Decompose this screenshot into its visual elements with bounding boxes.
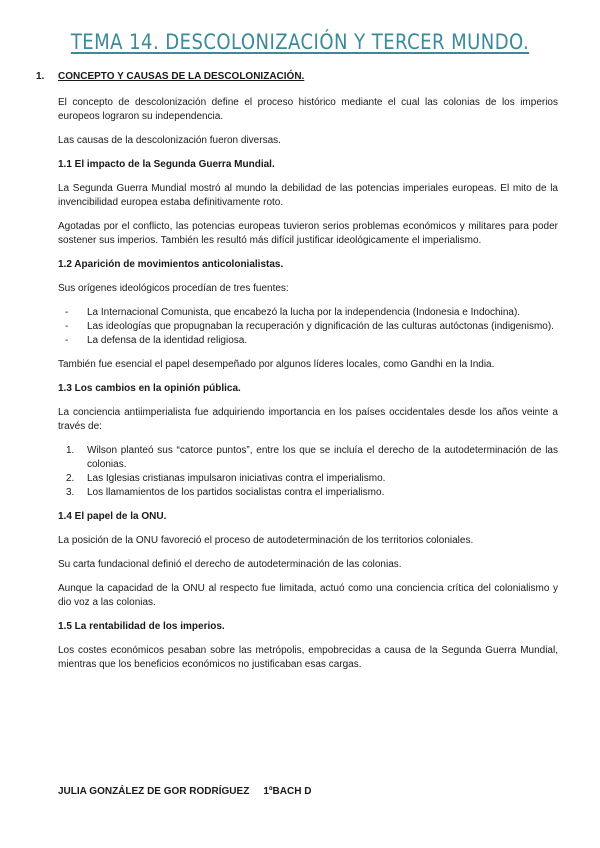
- list-item-text: Wilson planteó sus “catorce puntos”, entre los que se incluía el derecho de la autodeterminación de las colonias.: [87, 445, 558, 470]
- paragraph: La conciencia antiimperialista fue adquiriendo importancia en los países occidentales desde los años veinte a través de:: [58, 407, 558, 432]
- paragraph: Sus orígenes ideológicos procedían de tres fuentes:: [58, 283, 289, 294]
- list-item-text: Las ideologías que propugnaban la recuperación y dignificación de las culturas autóctonas (indigenismo).: [87, 321, 554, 332]
- document-body: [36, 70, 558, 682]
- list-item: [58, 486, 558, 500]
- list-item: [58, 472, 558, 486]
- subsection-heading: 1.3 Los cambios en la opinión pública.: [58, 383, 241, 394]
- list-item-text: Los llamamientos de los partidos socialistas contra el imperialismo.: [87, 487, 385, 498]
- paragraph: Las causas de la descolonización fueron diversas.: [58, 135, 281, 146]
- page-title: TEMA 14. DESCOLONIZACIÓN Y TERCER MUNDO.: [70, 30, 530, 54]
- section-number: 1.: [36, 71, 45, 82]
- section-heading: [36, 70, 558, 84]
- list-number: 1.: [66, 445, 75, 456]
- subsection-heading: 1.2 Aparición de movimientos anticolonialistas.: [58, 259, 284, 270]
- list-bullet: -: [65, 335, 69, 346]
- dash-list: [58, 306, 558, 348]
- subsection-heading: 1.5 La rentabilidad de los imperios.: [58, 621, 225, 632]
- section-title: CONCEPTO Y CAUSAS DE LA DESCOLONIZACIÓN.: [58, 71, 305, 82]
- author-name: JULIA GONZÁLEZ DE GOR RODRÍGUEZ: [58, 786, 250, 797]
- list-bullet: -: [65, 321, 69, 332]
- paragraph: También fue esencial el papel desempeñado por algunos líderes locales, como Gandhi en la India.: [58, 359, 495, 370]
- paragraph: Aunque la capacidad de la ONU al respecto fue limitada, actuó como una conciencia crítica del colonialismo y dio voz a las colonias.: [58, 583, 558, 608]
- paragraph: La Segunda Guerra Mundial mostró al mundo la debilidad de las potencias imperiales europeas. El mito de la invencibilidad europea estaba definitivamente roto.: [58, 183, 558, 208]
- subsection-heading: 1.1 El impacto de la Segunda Guerra Mundial.: [58, 159, 275, 170]
- paragraph: El concepto de descolonización define el proceso histórico mediante el cual las colonias de los imperios europeos lograron su independencia.: [58, 97, 558, 122]
- list-item: [58, 320, 558, 334]
- list-item: [58, 444, 558, 472]
- paragraph: Agotadas por el conflicto, las potencias europeas tuvieron serios problemas económicos y militares para poder sostener sus imperios. También les resultó más difícil justificar ideológicamente el imperialismo.: [58, 221, 558, 246]
- footer: [58, 786, 311, 797]
- list-item: [58, 306, 558, 320]
- paragraph: Los costes económicos pesaban sobre las metrópolis, empobrecidas a causa de la Segunda Guerra Mundial, mientras que los beneficios económicos no justificaban esas cargas.: [58, 645, 558, 670]
- list-item: [58, 334, 558, 348]
- numbered-list: [58, 444, 558, 500]
- paragraph: Su carta fundacional definió el derecho de autodeterminación de las colonias.: [58, 559, 402, 570]
- list-number: 2.: [66, 473, 75, 484]
- subsection-heading: 1.4 El papel de la ONU.: [58, 511, 167, 522]
- list-item-text: La defensa de la identidad religiosa.: [87, 335, 248, 346]
- list-number: 3.: [66, 487, 75, 498]
- list-item-text: La Internacional Comunista, que encabezó la lucha por la independencia (Indonesia e Indochina).: [87, 307, 521, 318]
- list-item-text: Las Iglesias cristianas impulsaron iniciativas contra el imperialismo.: [87, 473, 386, 484]
- course-label: 1ºBACH D: [263, 786, 312, 797]
- paragraph: La posición de la ONU favoreció el proceso de autodeterminación de los territorios coloniales.: [58, 535, 474, 546]
- list-bullet: -: [65, 307, 69, 318]
